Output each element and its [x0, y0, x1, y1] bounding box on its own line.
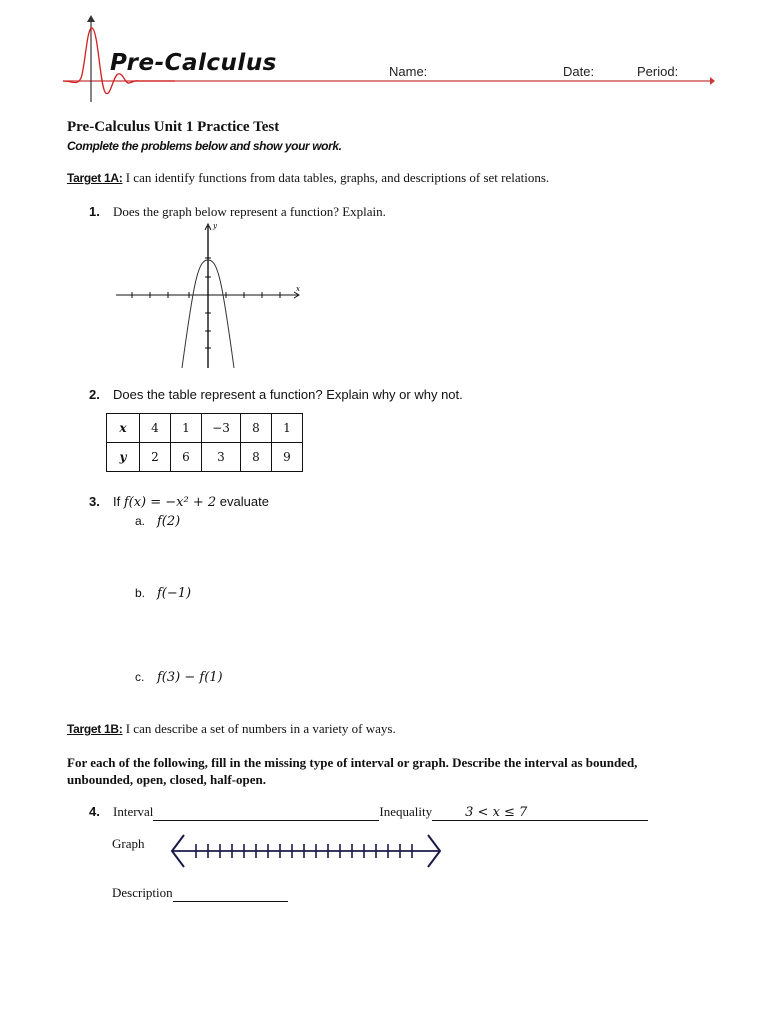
table-header-x: x [107, 414, 140, 443]
graph-label: Graph [112, 836, 145, 851]
table-header-y: y [107, 443, 140, 472]
table-cell: 8 [241, 414, 272, 443]
q3-part-a [135, 512, 180, 530]
table-cell: 6 [171, 443, 202, 472]
target-1a [67, 170, 549, 186]
q3-part-b [135, 584, 191, 602]
q3-number: 3. [89, 494, 100, 509]
table-cell: 9 [272, 443, 303, 472]
interval-label: Interval [113, 804, 154, 819]
period-label: Period: [637, 64, 679, 79]
inequality-label: Inequality [379, 804, 433, 819]
y-axis-label: y [213, 222, 217, 230]
description-blank[interactable] [173, 887, 288, 902]
page-title: Pre-Calculus Unit 1 Practice Test [67, 119, 280, 135]
table-cell: 8 [241, 443, 272, 472]
table-cell: 3 [202, 443, 241, 472]
logo-text: Pre-Calculus [110, 50, 277, 76]
q3-prefix: If [113, 494, 124, 509]
target-1a-text: I can identify functions from data tables, graphs, and descriptions of set relations. [122, 170, 550, 185]
q2-text: Does the table represent a function? Explain why or why not. [113, 387, 463, 402]
instructions: For each of the following, fill in the missing type of interval or graph. Describe the interval as bounded, unbounded, open, closed, half-open. [67, 755, 638, 787]
q3-suffix: evaluate [216, 494, 269, 509]
date-label: Date: [563, 64, 595, 79]
interval-blank[interactable] [153, 806, 379, 821]
question-3 [89, 493, 269, 511]
q2-number: 2. [89, 387, 100, 402]
table-cell: 2 [140, 443, 171, 472]
q3-part-c-expr: f(3) − f(1) [157, 670, 223, 685]
description-row [112, 884, 288, 902]
target-1b [67, 721, 396, 737]
table-row-x [107, 414, 303, 443]
table-cell: 1 [171, 414, 202, 443]
inequality-blank[interactable] [432, 806, 648, 821]
inequality-value: 3 < x ≤ 7 [465, 805, 528, 820]
description-label: Description [112, 885, 173, 900]
number-line[interactable] [168, 831, 446, 869]
table-row-y [107, 443, 303, 472]
table-cell: 4 [140, 414, 171, 443]
q4-number: 4. [89, 804, 100, 819]
target-1b-label: Target 1B: [67, 722, 123, 736]
q1-number: 1. [89, 204, 100, 219]
question-2 [89, 386, 463, 404]
q1-text: Does the graph below represent a function? Explain. [113, 204, 386, 219]
header [55, 14, 715, 104]
q3-part-b-expr: f(−1) [157, 586, 192, 601]
question-1 [89, 203, 386, 221]
target-1a-label: Target 1A: [67, 171, 123, 185]
table-cell: −3 [202, 414, 241, 443]
q1-graph [110, 220, 310, 370]
q3-part-b-label: b. [135, 586, 146, 600]
q3-part-c [135, 668, 223, 686]
q3-part-a-label: a. [135, 514, 146, 528]
question-4 [89, 803, 648, 821]
name-label: Name: [389, 64, 428, 79]
q3-part-a-expr: f(2) [157, 514, 181, 529]
q3-part-c-label: c. [135, 670, 145, 684]
page-subtitle: Complete the problems below and show your work. [67, 139, 342, 153]
function-table [106, 413, 303, 472]
table-cell: 1 [272, 414, 303, 443]
target-1b-text: I can describe a set of numbers in a variety of ways. [122, 721, 396, 736]
q3-function: f(x) = −x² + 2 [123, 495, 217, 510]
x-axis-label: x [296, 285, 300, 293]
